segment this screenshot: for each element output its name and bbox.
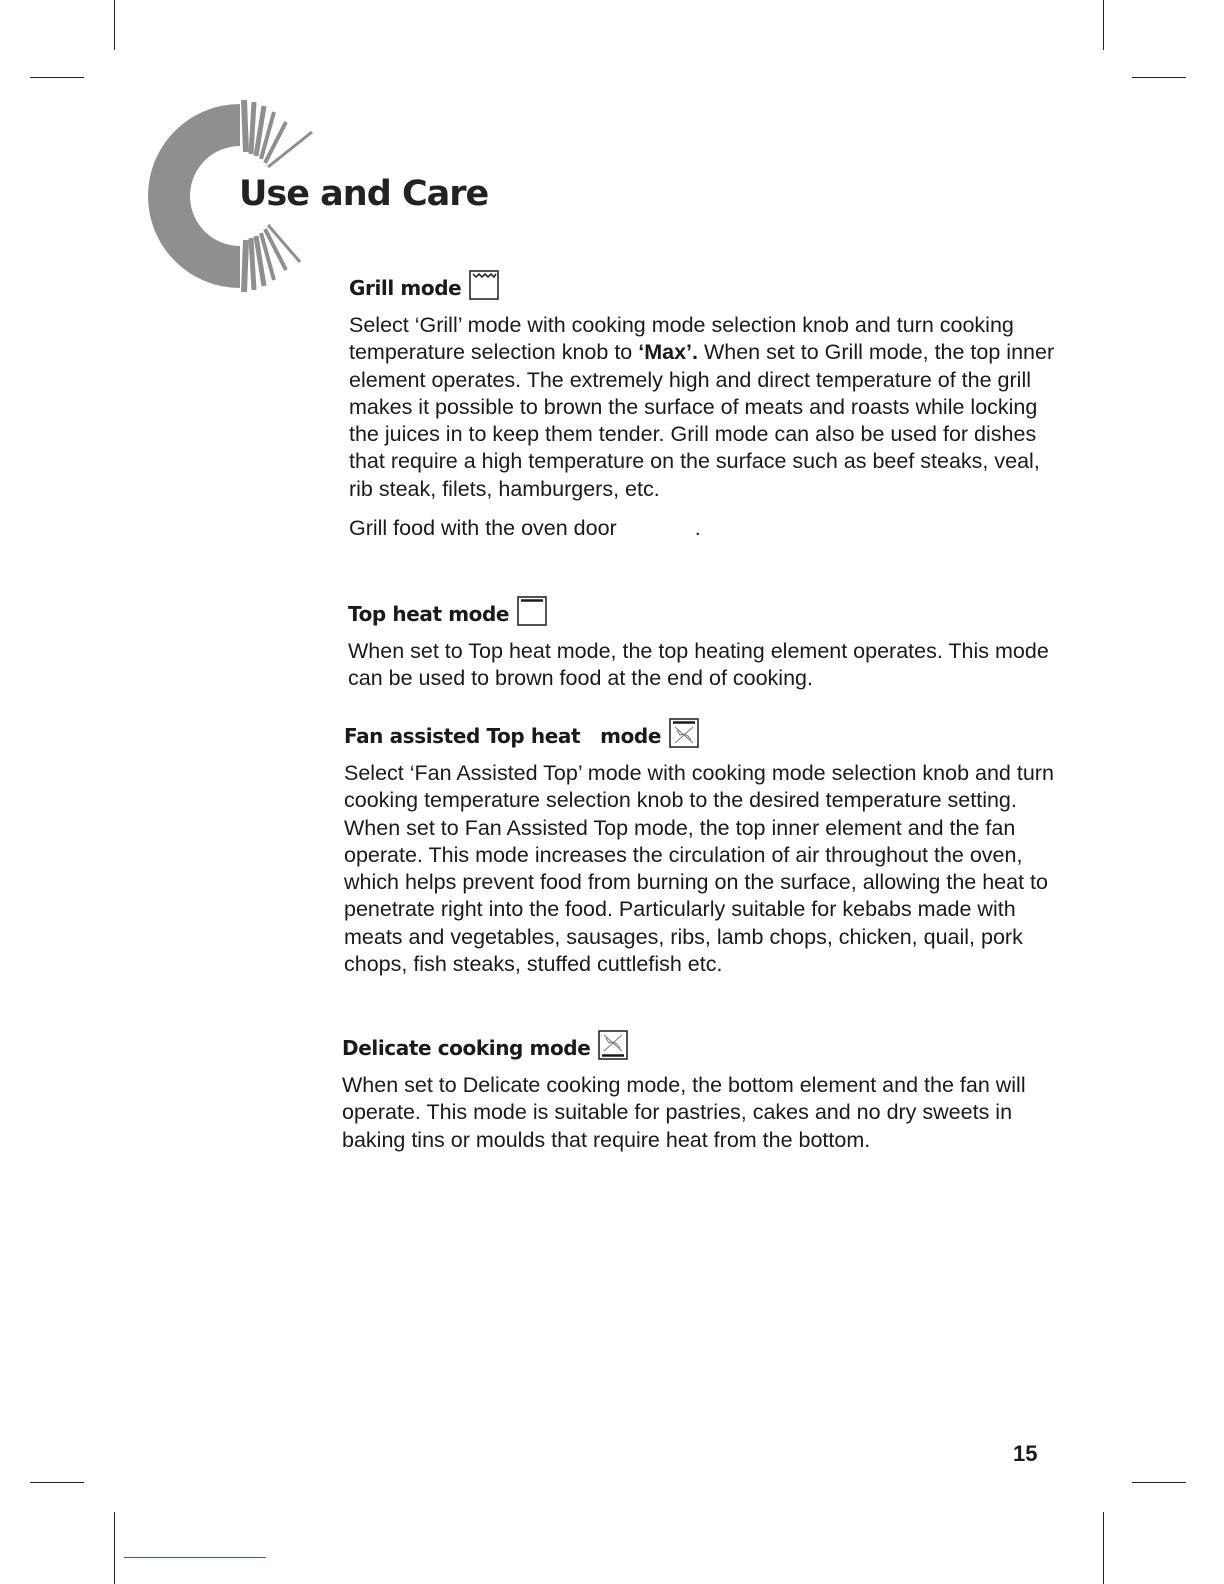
heading-text: Grill mode — [349, 276, 462, 300]
crop-mark — [1132, 1482, 1186, 1483]
paragraph-bold: ‘Max’. — [638, 340, 698, 365]
fan-top-heat-icon — [669, 716, 699, 748]
crop-mark — [30, 1482, 84, 1483]
section-heading — [342, 1026, 1052, 1060]
paragraph — [349, 312, 1059, 503]
crop-mark — [30, 77, 84, 78]
paragraph: When set to Delicate cooking mode, the bottom element and the fan will operate. This mode is suitable for pastries, cakes and no dry sweets in baking tins or moulds that require heat from the bottom. — [342, 1073, 1026, 1152]
grill-mode-section — [349, 266, 1059, 542]
paragraph-text: When set to Grill mode, the top inner element operates. The extremely high and direct temperature of the grill makes it possible to brown the surface of meats and roasts while locking the juices in to keep them tender. Grill mode can also be used for dishes that require a high temperature on the surface such as beef steaks, veal, rib steak, filets, hamburgers, etc. — [349, 340, 1055, 501]
heading-text: Top heat mode — [348, 602, 510, 626]
crop-mark — [1103, 1512, 1104, 1584]
crop-mark — [1132, 77, 1186, 78]
heading-text: Fan assisted Top heat — [344, 724, 581, 748]
top-heat-mode-section — [348, 592, 1058, 693]
paragraph-text: . — [694, 516, 701, 541]
top-heat-icon — [517, 594, 547, 626]
crop-mark — [114, 1512, 115, 1584]
heading-suffix: mode — [600, 724, 661, 748]
delicate-cooking-mode-section — [342, 1026, 1052, 1154]
paragraph: Select ‘Fan Assisted Top’ mode with cooking mode selection knob and turn cooking temperature selection knob to the desired temperature setting. When set to Fan Assisted Top mode, the top inner element and the fan operate. This mode increases the circulation of air throughout the oven, which helps prevent food from burning on the surface, allowing the heat to penetrate right into the food. Particularly suitable for kebabs made with meats and vegetables, sausages, ribs, lamb chops, chicken, quail, pork chops, fish steaks, stuffed cuttlefish etc. — [344, 761, 1054, 977]
paragraph: When set to Top heat mode, the top heating element operates. This mode can be used to brown food at the end of cooking. — [348, 639, 1049, 691]
fan-bottom-heat-icon — [598, 1028, 628, 1060]
paragraph-text: Grill food with the oven door — [349, 516, 617, 541]
page-number: 15 — [1013, 1441, 1038, 1466]
footer-link-line — [124, 1557, 266, 1558]
section-heading — [344, 714, 1054, 748]
grill-icon — [469, 268, 499, 300]
section-heading — [348, 592, 1058, 626]
heading-text: Delicate cooking mode — [342, 1036, 591, 1060]
paragraph-text: Select ‘Grill’ mode with cooking mode selection knob and turn cooking temperature selection knob to — [349, 313, 1014, 365]
section-heading — [349, 266, 1059, 300]
paragraph — [349, 515, 1059, 542]
crop-mark — [1103, 0, 1104, 50]
fan-assisted-top-heat-section — [344, 714, 1054, 978]
crop-mark — [114, 0, 115, 50]
page-title: Use and Care — [239, 174, 489, 214]
